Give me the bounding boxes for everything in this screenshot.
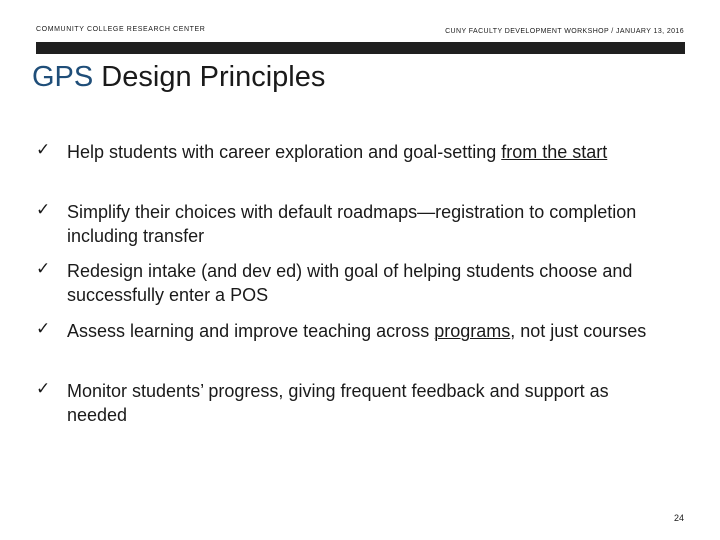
title-rest: Design Principles — [93, 61, 326, 93]
slide-title — [32, 61, 325, 94]
check-icon: ✓ — [36, 140, 51, 160]
list-item-text: Simplify their choices with default roadmaps—registration to completion including transfer — [67, 202, 637, 246]
check-icon: ✓ — [36, 259, 51, 279]
check-icon: ✓ — [36, 379, 51, 399]
list-item-text: Monitor students’ progress, giving frequent feedback and support as needed — [67, 381, 609, 425]
list-item-text: Redesign intake (and dev ed) with goal of helping students choose and successfully enter a POS — [67, 261, 633, 305]
list-item-text: Assess learning and improve teaching across programs, not just courses — [67, 321, 647, 341]
header-organization: COMMUNITY COLLEGE RESEARCH CENTER — [36, 26, 206, 33]
check-icon: ✓ — [36, 319, 51, 339]
list-item-text: Help students with career exploration and goal-setting from the start — [67, 142, 608, 162]
header-event: CUNY FACULTY DEVELOPMENT WORKSHOP / JANUARY 13, 2016 — [445, 28, 684, 35]
title-accent: GPS — [32, 61, 94, 93]
page-number: 24 — [673, 513, 684, 523]
check-icon: ✓ — [36, 200, 51, 220]
header-bar — [36, 42, 685, 54]
